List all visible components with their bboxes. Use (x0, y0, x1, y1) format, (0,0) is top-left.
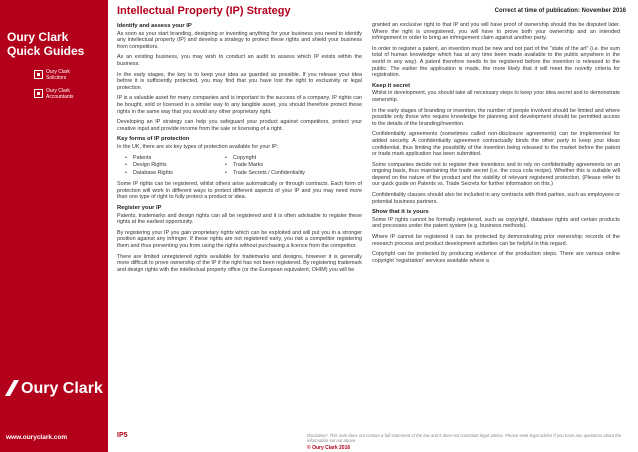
paragraph: IP is a valuable asset for many companies and is important to the success of a company. IP rights can be bought, sold or licensed in a similar way to any tangible asset, you should therefore protect these rights in the same way that you would any other proprietary right. (117, 95, 362, 115)
logo-slash-icon (5, 380, 19, 396)
section-heading: Show that it is yours (372, 209, 429, 216)
list-item: • Patents (125, 155, 225, 162)
list-item: • Copyright (225, 155, 325, 162)
section-heading: Keep it secret (372, 82, 411, 89)
list-item: • Database Rights (125, 170, 225, 177)
protection-types-list (125, 155, 362, 178)
list-item: • Design Rights (125, 162, 225, 169)
paragraph: Where IP cannot be registered it can be protected by demonstrating prior ownership; records of the research process and product development activities can be helpful in this regard. (372, 234, 620, 247)
logo-mark-icon (34, 89, 43, 98)
company-logo (5, 380, 103, 398)
paragraph: Some IP rights can be registered, whilst others arise automatically or through contracts. Each form of protection will work in different ways to protect different aspects of your IP and you may need more than one type of right to fully protect a product or idea. (117, 181, 362, 201)
bullet-list (225, 155, 325, 178)
list-item: • Trade Marks (225, 162, 325, 169)
publication-date: Correct at time of publication: November 2016 (494, 8, 626, 14)
left-column (117, 22, 362, 277)
list-item: • Trade Secrets / Confidentiality (225, 170, 325, 177)
paragraph: Patents, trademarks and design rights can all be registered and it is often advisable to register these rights at the earliest opportunity. (117, 212, 362, 226)
paragraph: In the early stages, the key is to keep your idea as guarded as possible. If you release your idea before it is sufficiently protected, you may find that you have lost the right to exclusivity or legal protection. (117, 71, 362, 91)
website-link[interactable]: www.ouryclark.com (6, 434, 68, 441)
right-column (372, 22, 620, 268)
section-heading: Identify and assess your IP (117, 23, 192, 29)
section-heading: Key forms of IP protection (117, 136, 190, 143)
paragraph: Developing an IP strategy can help you safeguard your product against competitors, protect your creative input and provide income from the sale or licensing of a right. (117, 119, 362, 132)
logo-mark-icon (34, 70, 43, 79)
paragraph: In the UK, there are six key types of protection available for your IP: (117, 143, 279, 150)
guide-code: IP5 (117, 432, 128, 439)
paragraph: In order to register a patent, an invention must be new and not part of the "state of the art" (i.e. the sum total of human knowledge which has at any time been made available to the public anywhere in the world in any way). A patent therefore needs to be registered before the invention is released to the public. The earlier the application is made, the more likely that it will meet the novelty criteria for registration. (372, 45, 620, 79)
paragraph: Some companies decide not to register their inventions and to rely on confidentiality agreements on an ongoing basis, thus maintaining the trade secret (i.e. the coca cola recipe). Whether this is suitable will depend on the nature of the product and the viability of relevant registered protection. (Please refer to our quick guide on Patents vs. Trade Secrets for further information on this.) (372, 161, 620, 188)
paragraph: Whilst in development, you should take all necessary steps to keep your idea secret and to demonstrate ownership. (372, 90, 620, 103)
bullet-list (125, 155, 225, 178)
paragraph: Confidentiality agreements (sometimes called non-disclosure agreements) can be implemented for added security. A confidentiality agreement contractually binds the other party to keep your ideas confidential, thus limiting the possibility of the invention being released to the market before the patent or trade mark application has been submitted. (372, 131, 620, 158)
section-heading: Register your IP (117, 205, 162, 212)
page-title: Intellectual Property (IP) Strategy (117, 5, 291, 17)
disclaimer: Disclaimer: This note does not contain a full statement of the law and it does not constitute legal advice. Please seek legal advice if you have any questions about the information set out above. (307, 433, 622, 444)
paragraph: granted an exclusive right to that IP and you will have proof of ownership should this be disputed later. Where the right is unregistered, you will have to prove both your ownership and an intended infringement in order to bring an infringement claim against another party. (372, 22, 620, 42)
paragraph: As an existing business, you may wish to conduct an audit to assess which IP exists within the business. (117, 54, 362, 67)
paragraph: By registering your IP you gain proprietary rights which can be exploited and will put you in a stronger position against any infringer. If these rights are not registered early, you risk a competitor registering them and thus preventing you from using the rights without purchasing a licence from the competitor. (117, 229, 362, 250)
sidebar-item-accountants[interactable] (34, 88, 104, 100)
paragraph: Copyright can be protected by producing evidence of the production steps. There are various online copyright 'registration' services available where a (372, 251, 620, 264)
paragraph: Confidentiality clauses should also be included in any contracts with third parties, such as employees or potential business partners. (372, 192, 620, 205)
paragraph: There are limited unregistered rights available for trademarks and designs, however it is generally more difficult to prove ownership of the IP if the right has not been registered. By registering trademark and design rights with the intellectual property office (or the European equivalent, OHIM) you will be (117, 253, 362, 273)
sidebar (0, 0, 108, 452)
brand-subtitle: Quick Guides (7, 44, 85, 58)
sidebar-item-solicitors[interactable] (34, 69, 104, 81)
logo-text: Oury Clark (21, 380, 103, 397)
paragraph: As soon as your start branding, designing or inventing anything for your business you need to identify any intellectual property (IP) and develop a strategy to protect these rights and shield your business from competitors. (117, 30, 362, 50)
paragraph: In the early stages of branding or invention, the number of people involved should be limited and where possible only those who require knowledge for planning and development should be permitted access to the details of the branding/invention. (372, 107, 620, 127)
paragraph: Some IP rights cannot be formally registered, such as copyright, database rights and certain products and processes under the patent system (e.g. business methods). (372, 216, 620, 230)
brand-name: Oury Clark (7, 30, 69, 44)
sidebar-item-label: Oury Clark Solicitors (46, 69, 70, 81)
copyright: © Oury Clark 2016 (307, 445, 351, 451)
sidebar-item-label: Oury Clark Accountants (46, 88, 74, 100)
sidebar-list (34, 69, 104, 107)
